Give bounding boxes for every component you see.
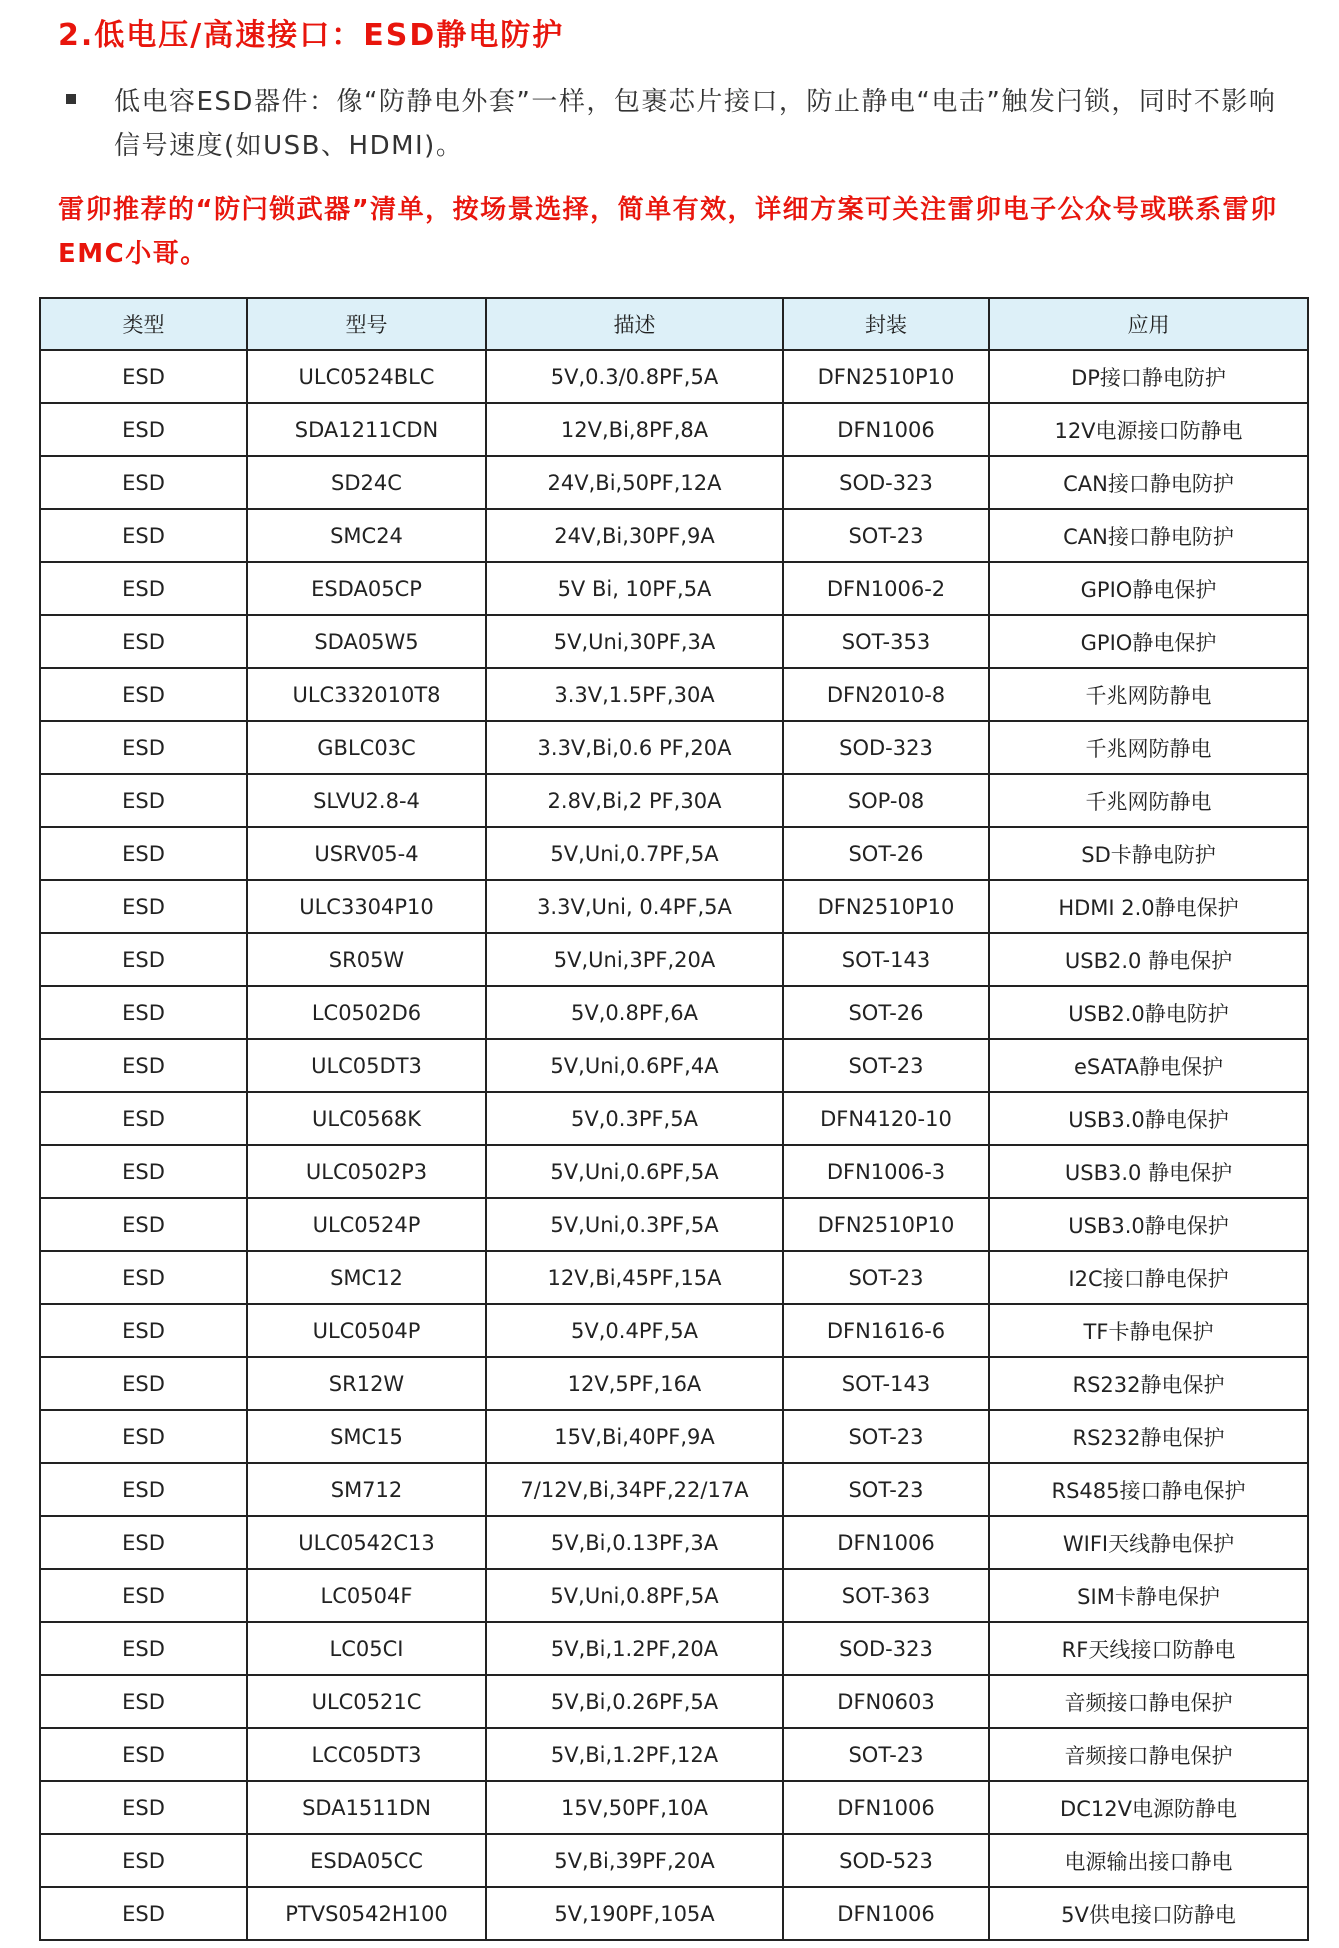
column-header-model: 型号 bbox=[247, 298, 486, 350]
esd-parts-table bbox=[39, 297, 1309, 1941]
cell-description: 24V,Bi,50PF,12A bbox=[486, 456, 783, 509]
cell-package: SOP-08 bbox=[783, 774, 989, 827]
cell-type: ESD bbox=[40, 509, 247, 562]
cell-model: SDA05W5 bbox=[247, 615, 486, 668]
cell-description: 24V,Bi,30PF,9A bbox=[486, 509, 783, 562]
table-row bbox=[40, 1728, 1308, 1781]
cell-application: 12V电源接口防静电 bbox=[989, 403, 1308, 456]
cell-package: DFN2010-8 bbox=[783, 668, 989, 721]
cell-type: ESD bbox=[40, 986, 247, 1039]
cell-type: ESD bbox=[40, 1622, 247, 1675]
cell-type: ESD bbox=[40, 774, 247, 827]
cell-type: ESD bbox=[40, 1357, 247, 1410]
cell-application: 音频接口静电保护 bbox=[989, 1675, 1308, 1728]
cell-package: SOT-26 bbox=[783, 827, 989, 880]
cell-type: ESD bbox=[40, 562, 247, 615]
cell-package: DFN0603 bbox=[783, 1675, 989, 1728]
cell-package: DFN1006 bbox=[783, 403, 989, 456]
recommendation-note: 雷卯推荐的“防闩锁武器”清单，按场景选择，简单有效，详细方案可关注雷卯电子公众号或联系雷卯EMC小哥。 bbox=[58, 195, 1278, 269]
cell-type: ESD bbox=[40, 1198, 247, 1251]
cell-package: DFN1006 bbox=[783, 1516, 989, 1569]
cell-type: ESD bbox=[40, 1304, 247, 1357]
cell-type: ESD bbox=[40, 1834, 247, 1887]
cell-model: LC0502D6 bbox=[247, 986, 486, 1039]
cell-type: ESD bbox=[40, 1410, 247, 1463]
cell-type: ESD bbox=[40, 668, 247, 721]
table-row bbox=[40, 668, 1308, 721]
cell-package: SOT-143 bbox=[783, 1357, 989, 1410]
cell-application: RS485接口静电保护 bbox=[989, 1463, 1308, 1516]
cell-model: ULC0521C bbox=[247, 1675, 486, 1728]
cell-description: 5V,Bi,39PF,20A bbox=[486, 1834, 783, 1887]
cell-model: SDA1211CDN bbox=[247, 403, 486, 456]
cell-model: ESDA05CP bbox=[247, 562, 486, 615]
table-row bbox=[40, 350, 1308, 403]
cell-package: DFN2510P10 bbox=[783, 350, 989, 403]
cell-application: USB2.0 静电保护 bbox=[989, 933, 1308, 986]
cell-model: GBLC03C bbox=[247, 721, 486, 774]
cell-description: 5V,Bi,0.13PF,3A bbox=[486, 1516, 783, 1569]
table-row bbox=[40, 1304, 1308, 1357]
cell-application: 5V供电接口防静电 bbox=[989, 1887, 1308, 1940]
cell-application: eSATA静电保护 bbox=[989, 1039, 1308, 1092]
cell-application: SD卡静电防护 bbox=[989, 827, 1308, 880]
cell-application: WIFI天线静电保护 bbox=[989, 1516, 1308, 1569]
cell-application: 音频接口静电保护 bbox=[989, 1728, 1308, 1781]
cell-package: SOD-323 bbox=[783, 721, 989, 774]
cell-application: USB2.0静电防护 bbox=[989, 986, 1308, 1039]
table-row bbox=[40, 1198, 1308, 1251]
cell-application: HDMI 2.0静电保护 bbox=[989, 880, 1308, 933]
cell-description: 5V,0.3/0.8PF,5A bbox=[486, 350, 783, 403]
cell-application: 千兆网防静电 bbox=[989, 668, 1308, 721]
cell-package: SOD-523 bbox=[783, 1834, 989, 1887]
cell-package: DFN2510P10 bbox=[783, 880, 989, 933]
cell-application: SIM卡静电保护 bbox=[989, 1569, 1308, 1622]
table-row bbox=[40, 456, 1308, 509]
cell-type: ESD bbox=[40, 1887, 247, 1940]
cell-description: 5V Bi, 10PF,5A bbox=[486, 562, 783, 615]
table-row bbox=[40, 1357, 1308, 1410]
cell-application: USB3.0 静电保护 bbox=[989, 1145, 1308, 1198]
cell-model: SDA1511DN bbox=[247, 1781, 486, 1834]
cell-description: 5V,0.3PF,5A bbox=[486, 1092, 783, 1145]
cell-type: ESD bbox=[40, 1092, 247, 1145]
table-row bbox=[40, 827, 1308, 880]
cell-type: ESD bbox=[40, 350, 247, 403]
cell-package: DFN1006 bbox=[783, 1781, 989, 1834]
cell-application: DP接口静电防护 bbox=[989, 350, 1308, 403]
table-row bbox=[40, 1516, 1308, 1569]
column-header-description: 描述 bbox=[486, 298, 783, 350]
table-row bbox=[40, 615, 1308, 668]
table-row bbox=[40, 986, 1308, 1039]
cell-description: 3.3V,1.5PF,30A bbox=[486, 668, 783, 721]
cell-type: ESD bbox=[40, 721, 247, 774]
cell-application: RS232静电保护 bbox=[989, 1410, 1308, 1463]
cell-application: USB3.0静电保护 bbox=[989, 1092, 1308, 1145]
cell-type: ESD bbox=[40, 827, 247, 880]
cell-package: SOD-323 bbox=[783, 456, 989, 509]
square-bullet-icon bbox=[66, 94, 76, 104]
cell-type: ESD bbox=[40, 1728, 247, 1781]
table-row bbox=[40, 1569, 1308, 1622]
cell-description: 5V,Bi,1.2PF,20A bbox=[486, 1622, 783, 1675]
cell-package: SOT-353 bbox=[783, 615, 989, 668]
cell-description: 5V,Bi,1.2PF,12A bbox=[486, 1728, 783, 1781]
table-row bbox=[40, 1622, 1308, 1675]
cell-model: ULC05DT3 bbox=[247, 1039, 486, 1092]
cell-model: SD24C bbox=[247, 456, 486, 509]
cell-model: ULC0524P bbox=[247, 1198, 486, 1251]
cell-type: ESD bbox=[40, 456, 247, 509]
table-row bbox=[40, 1410, 1308, 1463]
cell-description: 12V,5PF,16A bbox=[486, 1357, 783, 1410]
cell-package: SOT-26 bbox=[783, 986, 989, 1039]
cell-description: 5V,Bi,0.26PF,5A bbox=[486, 1675, 783, 1728]
column-header-package: 封装 bbox=[783, 298, 989, 350]
table-row bbox=[40, 1834, 1308, 1887]
cell-description: 5V,0.8PF,6A bbox=[486, 986, 783, 1039]
bullet-text: 低电容ESD器件：像“防静电外套”一样，包裹芯片接口，防止静电“电击”触发闩锁，同时不影响信号速度(如USB、HDMI)。 bbox=[114, 87, 1277, 161]
cell-application: RF天线接口防静电 bbox=[989, 1622, 1308, 1675]
cell-package: SOT-363 bbox=[783, 1569, 989, 1622]
cell-application: TF卡静电保护 bbox=[989, 1304, 1308, 1357]
cell-model: LCC05DT3 bbox=[247, 1728, 486, 1781]
table-row bbox=[40, 1039, 1308, 1092]
column-header-type: 类型 bbox=[40, 298, 247, 350]
table-row bbox=[40, 933, 1308, 986]
cell-description: 12V,Bi,8PF,8A bbox=[486, 403, 783, 456]
cell-application: I2C接口静电保护 bbox=[989, 1251, 1308, 1304]
cell-model: SM712 bbox=[247, 1463, 486, 1516]
cell-model: ULC332010T8 bbox=[247, 668, 486, 721]
cell-model: ULC0504P bbox=[247, 1304, 486, 1357]
table-row bbox=[40, 562, 1308, 615]
cell-type: ESD bbox=[40, 615, 247, 668]
cell-type: ESD bbox=[40, 1251, 247, 1304]
cell-type: ESD bbox=[40, 1145, 247, 1198]
cell-type: ESD bbox=[40, 1569, 247, 1622]
column-header-application: 应用 bbox=[989, 298, 1308, 350]
cell-package: SOT-23 bbox=[783, 1410, 989, 1463]
cell-model: SMC24 bbox=[247, 509, 486, 562]
cell-description: 15V,50PF,10A bbox=[486, 1781, 783, 1834]
table-row bbox=[40, 1145, 1308, 1198]
cell-type: ESD bbox=[40, 933, 247, 986]
cell-model: SMC12 bbox=[247, 1251, 486, 1304]
cell-model: LC0504F bbox=[247, 1569, 486, 1622]
cell-application: RS232静电保护 bbox=[989, 1357, 1308, 1410]
cell-model: ULC0524BLC bbox=[247, 350, 486, 403]
cell-model: SMC15 bbox=[247, 1410, 486, 1463]
cell-model: USRV05-4 bbox=[247, 827, 486, 880]
cell-description: 5V,Uni,0.3PF,5A bbox=[486, 1198, 783, 1251]
cell-model: ULC0568K bbox=[247, 1092, 486, 1145]
cell-description: 5V,Uni,3PF,20A bbox=[486, 933, 783, 986]
table-row bbox=[40, 721, 1308, 774]
cell-model: ULC0542C13 bbox=[247, 1516, 486, 1569]
cell-package: SOT-23 bbox=[783, 1463, 989, 1516]
cell-description: 12V,Bi,45PF,15A bbox=[486, 1251, 783, 1304]
cell-application: 千兆网防静电 bbox=[989, 774, 1308, 827]
cell-application: CAN接口静电防护 bbox=[989, 456, 1308, 509]
cell-description: 5V,Uni,0.6PF,5A bbox=[486, 1145, 783, 1198]
cell-type: ESD bbox=[40, 1516, 247, 1569]
cell-package: DFN1006-3 bbox=[783, 1145, 989, 1198]
cell-description: 5V,0.4PF,5A bbox=[486, 1304, 783, 1357]
cell-description: 2.8V,Bi,2 PF,30A bbox=[486, 774, 783, 827]
cell-type: ESD bbox=[40, 1675, 247, 1728]
cell-application: 千兆网防静电 bbox=[989, 721, 1308, 774]
header-row bbox=[40, 298, 1308, 350]
table-row bbox=[40, 1251, 1308, 1304]
cell-model: SR12W bbox=[247, 1357, 486, 1410]
cell-type: ESD bbox=[40, 1039, 247, 1092]
cell-model: ULC3304P10 bbox=[247, 880, 486, 933]
cell-description: 7/12V,Bi,34PF,22/17A bbox=[486, 1463, 783, 1516]
cell-application: DC12V电源防静电 bbox=[989, 1781, 1308, 1834]
cell-model: SR05W bbox=[247, 933, 486, 986]
table-row bbox=[40, 1675, 1308, 1728]
cell-application: USB3.0静电保护 bbox=[989, 1198, 1308, 1251]
cell-application: CAN接口静电防护 bbox=[989, 509, 1308, 562]
cell-description: 5V,Uni,30PF,3A bbox=[486, 615, 783, 668]
table-row bbox=[40, 509, 1308, 562]
table-row bbox=[40, 1781, 1308, 1834]
cell-package: DFN4120-10 bbox=[783, 1092, 989, 1145]
cell-package: SOT-143 bbox=[783, 933, 989, 986]
cell-type: ESD bbox=[40, 1463, 247, 1516]
cell-model: ULC0502P3 bbox=[247, 1145, 486, 1198]
cell-package: DFN2510P10 bbox=[783, 1198, 989, 1251]
cell-description: 3.3V,Bi,0.6 PF,20A bbox=[486, 721, 783, 774]
cell-package: SOT-23 bbox=[783, 1728, 989, 1781]
section-heading: 2.低电压/高速接口：ESD静电防护 bbox=[58, 18, 565, 53]
cell-type: ESD bbox=[40, 1781, 247, 1834]
cell-type: ESD bbox=[40, 403, 247, 456]
cell-description: 5V,Uni,0.7PF,5A bbox=[486, 827, 783, 880]
table-row bbox=[40, 774, 1308, 827]
table-body bbox=[40, 350, 1308, 1940]
cell-description: 3.3V,Uni, 0.4PF,5A bbox=[486, 880, 783, 933]
cell-package: SOT-23 bbox=[783, 1039, 989, 1092]
cell-application: GPIO静电保护 bbox=[989, 615, 1308, 668]
table-row bbox=[40, 1463, 1308, 1516]
cell-package: DFN1006 bbox=[783, 1887, 989, 1940]
cell-description: 15V,Bi,40PF,9A bbox=[486, 1410, 783, 1463]
table-row bbox=[40, 1092, 1308, 1145]
cell-application: 电源输出接口静电 bbox=[989, 1834, 1308, 1887]
cell-model: ESDA05CC bbox=[247, 1834, 486, 1887]
cell-package: DFN1616-6 bbox=[783, 1304, 989, 1357]
cell-application: GPIO静电保护 bbox=[989, 562, 1308, 615]
cell-package: SOT-23 bbox=[783, 509, 989, 562]
cell-model: LC05CI bbox=[247, 1622, 486, 1675]
table-row bbox=[40, 403, 1308, 456]
cell-description: 5V,Uni,0.8PF,5A bbox=[486, 1569, 783, 1622]
cell-package: SOT-23 bbox=[783, 1251, 989, 1304]
table-row bbox=[40, 1887, 1308, 1940]
cell-model: SLVU2.8-4 bbox=[247, 774, 486, 827]
cell-package: SOD-323 bbox=[783, 1622, 989, 1675]
cell-description: 5V,190PF,105A bbox=[486, 1887, 783, 1940]
cell-model: PTVS0542H100 bbox=[247, 1887, 486, 1940]
cell-package: DFN1006-2 bbox=[783, 562, 989, 615]
cell-description: 5V,Uni,0.6PF,4A bbox=[486, 1039, 783, 1092]
bullet-point bbox=[66, 80, 1296, 168]
cell-type: ESD bbox=[40, 880, 247, 933]
table-header bbox=[40, 298, 1308, 350]
table-row bbox=[40, 880, 1308, 933]
